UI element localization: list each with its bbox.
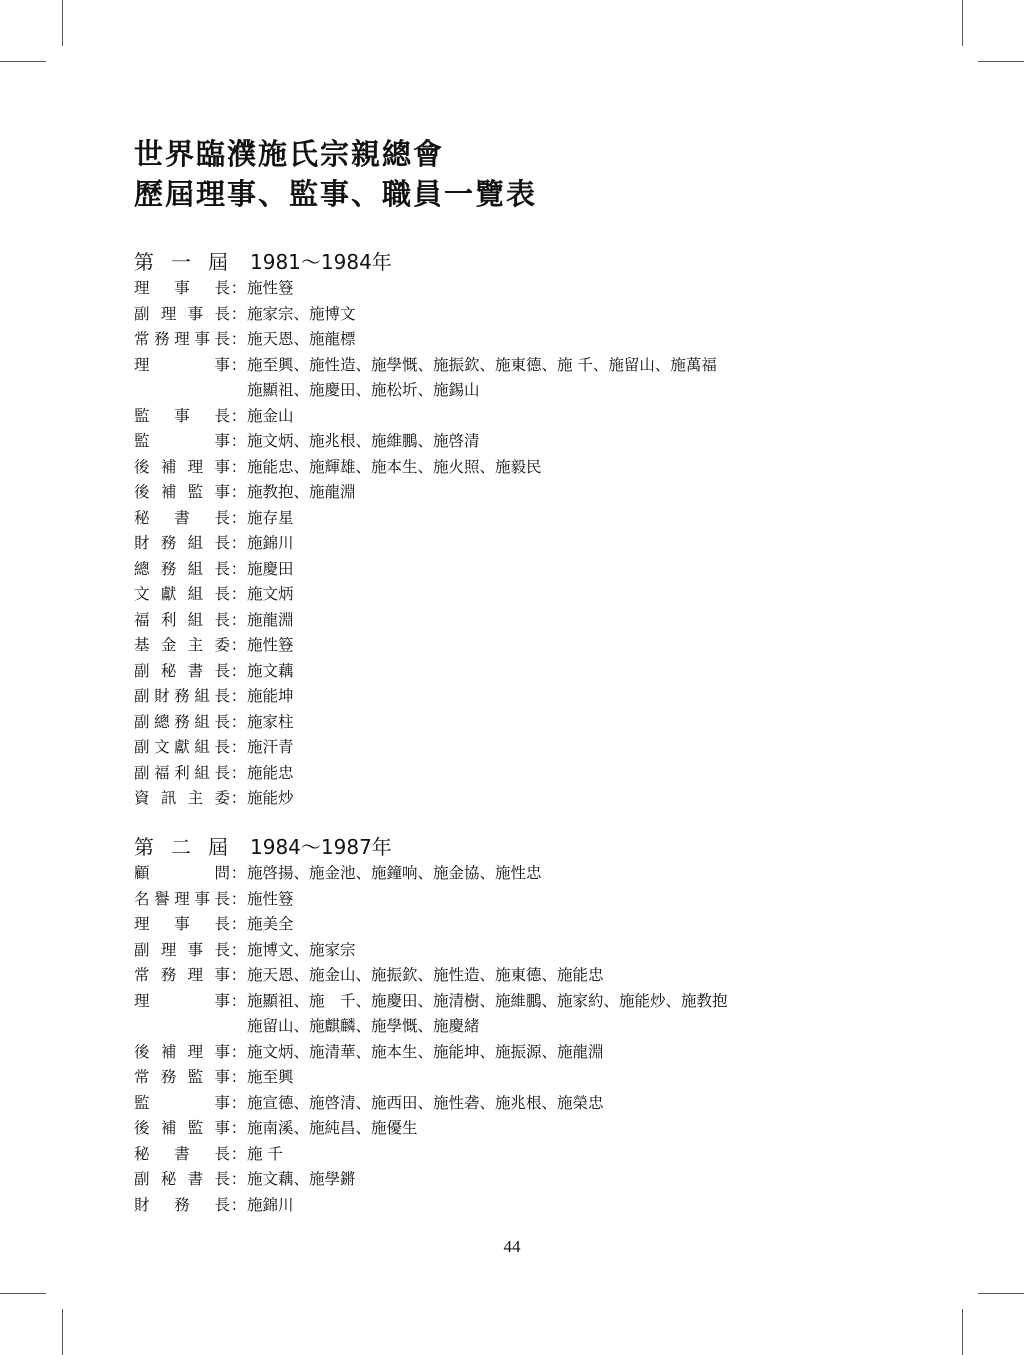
member-names: 施天恩、施金山、施振欽、施性造、施東德、施能忠: [247, 966, 604, 984]
role-char: 事: [214, 1093, 230, 1112]
role-char: 副: [134, 687, 150, 705]
roster-row: [134, 302, 717, 328]
term-header: [134, 833, 728, 861]
member-names: 施龍淵: [247, 610, 294, 629]
roster-row: [134, 608, 717, 634]
member-names: 施存星: [247, 508, 294, 527]
role-char: 長: [214, 889, 230, 908]
member-names: 施文藕: [247, 661, 294, 680]
role-char: 事: [194, 889, 210, 908]
role-char: 事: [214, 483, 230, 501]
roster-row: [134, 735, 717, 761]
role-colon: ：: [230, 712, 247, 731]
role-colon: ：: [230, 304, 247, 323]
roster-row: [134, 531, 717, 557]
role-char: 訊: [160, 789, 177, 807]
role-char: 長: [214, 330, 230, 348]
role-char: 事: [214, 355, 230, 374]
role-char: 長: [214, 585, 230, 603]
member-names: 施顯祖、施慶田、施松圻、施錫山: [247, 381, 480, 399]
role-char: 事: [187, 304, 204, 323]
member-names: 施美全: [247, 915, 294, 933]
member-names: 施慶田: [247, 559, 294, 578]
role-char: 常: [134, 1068, 150, 1086]
role-label: [134, 1167, 230, 1193]
role-label: [134, 455, 230, 481]
role-label: [134, 480, 230, 506]
role-colon: ：: [230, 636, 247, 654]
term-label-char: 第: [134, 250, 154, 274]
role-char: 副: [134, 712, 150, 731]
role-colon: ：: [230, 915, 247, 933]
role-label: [134, 786, 230, 812]
role-char: 書: [187, 661, 204, 680]
role-label: [134, 912, 230, 938]
role-char: 書: [174, 1144, 190, 1163]
role-char: 監: [187, 1068, 204, 1086]
role-label: [134, 1091, 230, 1117]
role-char: 財: [134, 1195, 150, 1214]
role-char: 秘: [160, 1170, 177, 1188]
page-title: [134, 134, 537, 214]
role-char: 獻: [174, 738, 190, 756]
role-colon: ：: [230, 610, 247, 629]
term-label-char: 一: [171, 250, 191, 274]
roster-row: [134, 582, 717, 608]
term-label-char: 屆: [208, 835, 228, 859]
role-colon: ：: [230, 1144, 247, 1163]
term-years: 1981～1984年: [250, 250, 392, 274]
member-names: 施啓揚、施金池、施鐘响、施金協、施性忠: [247, 864, 542, 882]
member-names: 施至興: [247, 1068, 294, 1086]
role-label: [134, 276, 230, 302]
role-colon: ：: [230, 432, 247, 450]
member-names: 施文炳、施兆根、施維鵬、施啓清: [247, 432, 480, 450]
roster-row: [134, 455, 717, 481]
role-char: 長: [214, 508, 230, 527]
term-label: [134, 248, 228, 276]
role-char: 副: [134, 940, 150, 959]
role-char: 理: [160, 940, 177, 959]
role-colon: ：: [230, 406, 247, 425]
member-names: 施文藕、施學鏘: [247, 1170, 356, 1188]
role-char: 長: [214, 712, 230, 731]
role-char: 長: [214, 559, 230, 578]
member-names: 施汗青: [247, 738, 294, 756]
role-char: 長: [214, 406, 230, 425]
role-colon: ：: [230, 279, 247, 297]
role-colon: ：: [230, 991, 247, 1010]
crop-mark-bottom-right-h: [978, 1293, 1024, 1294]
role-label: [134, 404, 230, 430]
role-colon: ：: [230, 1119, 247, 1137]
role-char: 長: [214, 687, 230, 705]
term-years: 1984～1987年: [250, 835, 392, 859]
roster-row: [134, 404, 717, 430]
member-names: 施能忠: [247, 763, 294, 782]
roster-row: [134, 1193, 728, 1219]
member-names: 施天恩、施龍標: [247, 330, 356, 348]
role-char: 事: [174, 915, 190, 933]
role-label: [134, 1116, 230, 1142]
roster-row: [134, 861, 728, 887]
member-names: 施文炳: [247, 585, 294, 603]
role-char: 組: [187, 559, 204, 578]
role-char: 後: [134, 483, 150, 501]
role-char: 委: [214, 636, 230, 654]
role-label: [134, 963, 230, 989]
role-label: [134, 531, 230, 557]
roster-row: [134, 887, 728, 913]
role-char: 顧: [134, 864, 150, 882]
role-char: 組: [187, 534, 204, 552]
role-char: 理: [174, 330, 190, 348]
role-char: 理: [134, 915, 150, 933]
role-char: 文: [154, 738, 170, 756]
role-char: 理: [187, 966, 204, 984]
role-char: 理: [187, 1042, 204, 1061]
role-char: 事: [214, 991, 230, 1010]
role-char: 理: [160, 304, 177, 323]
role-char: 補: [160, 483, 177, 501]
role-colon: ：: [230, 559, 247, 578]
role-char: 主: [187, 789, 204, 807]
role-colon: ：: [230, 864, 247, 882]
crop-mark-bottom-right: [962, 1309, 963, 1355]
role-char: 長: [214, 610, 230, 629]
role-colon: ：: [230, 789, 247, 807]
role-colon: ：: [230, 1195, 247, 1214]
role-char: 監: [187, 1119, 204, 1137]
role-label: [134, 887, 230, 913]
crop-mark-top-left: [62, 0, 63, 46]
role-colon: ：: [230, 355, 247, 374]
role-colon: ：: [230, 738, 247, 756]
role-char: 事: [214, 432, 230, 450]
role-label: [134, 353, 230, 379]
term-header: [134, 248, 717, 276]
roster-row: [134, 1116, 728, 1142]
role-char: 事: [194, 330, 210, 348]
member-names: 施 千: [247, 1144, 283, 1163]
member-names: 施至興、施性造、施學慨、施振欽、施東德、施 千、施留山、施萬福: [247, 355, 717, 374]
role-char: 長: [214, 279, 230, 297]
role-label: [134, 1065, 230, 1091]
role-label: [134, 710, 230, 736]
role-colon: ：: [230, 585, 247, 603]
role-char: 監: [187, 483, 204, 501]
role-char: 利: [160, 610, 177, 629]
role-char: 補: [160, 1119, 177, 1137]
role-char: 理: [134, 991, 150, 1010]
role-char: 組: [194, 763, 210, 782]
roster-row: [134, 761, 717, 787]
roster-row: [134, 1167, 728, 1193]
role-char: 長: [214, 1144, 230, 1163]
role-colon: ：: [230, 534, 247, 552]
role-char: 書: [174, 508, 190, 527]
role-char: 組: [194, 712, 210, 731]
roster-row: [134, 659, 717, 685]
roster-row: [134, 989, 728, 1015]
member-names: 施宣德、施啓清、施西田、施性砻、施兆根、施榮忠: [247, 1093, 604, 1112]
role-char: 組: [187, 585, 204, 603]
role-label: [134, 608, 230, 634]
role-char: 長: [214, 1195, 230, 1214]
role-char: 副: [134, 738, 150, 756]
roster-row: [134, 378, 717, 404]
role-colon-blank: [230, 378, 247, 404]
roster-row: [134, 1014, 728, 1040]
role-label: [134, 302, 230, 328]
roster-row: [134, 633, 717, 659]
role-char: 長: [214, 940, 230, 959]
role-char: 監: [134, 1093, 150, 1112]
role-char: 長: [214, 534, 230, 552]
role-char: 總: [154, 712, 170, 731]
roster-row: [134, 938, 728, 964]
roster-row: [134, 1065, 728, 1091]
role-colon: ：: [230, 940, 247, 959]
role-char: 秘: [134, 508, 150, 527]
role-char: 理: [134, 355, 150, 374]
role-char: 組: [194, 687, 210, 705]
role-char: 長: [214, 738, 230, 756]
title-line-2: 歷屆理事、監事、職員一覽表: [134, 177, 538, 211]
role-label: [134, 989, 230, 1015]
role-colon: ：: [230, 330, 247, 348]
role-char: 務: [160, 559, 177, 578]
crop-mark-top-right: [962, 0, 963, 46]
role-char: 財: [134, 534, 150, 552]
role-label: [134, 761, 230, 787]
role-char: 後: [134, 1042, 150, 1061]
role-char: 事: [214, 1042, 230, 1061]
member-names: 施文炳、施清華、施本生、施能坤、施振源、施龍淵: [247, 1042, 604, 1061]
roster-row: [134, 786, 717, 812]
role-char: 長: [214, 763, 230, 782]
title-line-1: 世界臨濮施氏宗親總會: [134, 137, 445, 171]
role-label: [134, 429, 230, 455]
role-char: 務: [174, 712, 190, 731]
role-char: 基: [134, 636, 150, 654]
role-char: 監: [134, 406, 150, 425]
role-char: 長: [214, 304, 230, 323]
role-label: [134, 659, 230, 685]
role-char: 秘: [134, 1144, 150, 1163]
role-char: 事: [214, 1119, 230, 1137]
role-char: 務: [174, 687, 190, 705]
role-char: 資: [134, 789, 150, 807]
role-label: [134, 506, 230, 532]
term-section-2: [134, 833, 728, 1218]
role-char: 補: [160, 1042, 177, 1061]
roster-row: [134, 353, 717, 379]
role-char: 補: [160, 457, 177, 476]
role-char: 後: [134, 457, 150, 476]
member-names: 施性簦: [247, 636, 294, 654]
member-names: 施顯祖、施 千、施慶田、施清樹、施維鵬、施家約、施能炒、施教抱: [247, 991, 728, 1010]
role-char: 副: [134, 1170, 150, 1188]
role-char: 財: [154, 687, 170, 705]
role-char: 事: [174, 279, 190, 297]
roster-row: [134, 912, 728, 938]
role-char: 務: [160, 966, 177, 984]
role-char: 副: [134, 661, 150, 680]
role-colon: ：: [230, 763, 247, 782]
role-char: 名: [134, 889, 150, 908]
member-names: 施教抱、施龍淵: [247, 483, 356, 501]
role-colon: ：: [230, 1093, 247, 1112]
role-label: [134, 735, 230, 761]
role-char: 副: [134, 763, 150, 782]
roster-row: [134, 1142, 728, 1168]
role-char: 長: [214, 915, 230, 933]
term-label: [134, 833, 228, 861]
role-char: 主: [187, 636, 204, 654]
role-char: 長: [214, 1170, 230, 1188]
role-label: [134, 1040, 230, 1066]
role-char: 長: [214, 661, 230, 680]
member-names: 施能坤: [247, 687, 294, 705]
member-names: 施家柱: [247, 712, 294, 731]
role-colon-blank: [230, 1014, 247, 1040]
role-label: [134, 684, 230, 710]
role-char: 秘: [160, 661, 177, 680]
role-char: 理: [174, 889, 190, 908]
role-char: 理: [187, 457, 204, 476]
role-char: 副: [134, 304, 150, 323]
member-names: 施性簦: [247, 889, 294, 908]
role-label-blank: [134, 1014, 230, 1040]
term-label-char: 二: [171, 835, 191, 859]
member-names: 施錦川: [247, 534, 294, 552]
role-colon: ：: [230, 1068, 247, 1086]
role-label: [134, 861, 230, 887]
member-names: 施錦川: [247, 1195, 294, 1214]
role-char: 利: [174, 763, 190, 782]
term-label-char: 第: [134, 835, 154, 859]
roster-row: [134, 710, 717, 736]
role-char: 譽: [154, 889, 170, 908]
member-names: 施南溪、施純昌、施優生: [247, 1119, 418, 1137]
role-label: [134, 327, 230, 353]
role-char: 務: [154, 330, 170, 348]
roster-row: [134, 276, 717, 302]
crop-mark-top-left-h: [0, 61, 46, 62]
role-char: 福: [154, 763, 170, 782]
role-char: 委: [214, 789, 230, 807]
role-label: [134, 1193, 230, 1219]
role-char: 組: [187, 610, 204, 629]
role-colon: ：: [230, 889, 247, 908]
term-section-1: [134, 248, 717, 812]
role-char: 事: [214, 457, 230, 476]
roster-row: [134, 429, 717, 455]
role-label: [134, 557, 230, 583]
role-char: 事: [214, 966, 230, 984]
role-char: 事: [187, 940, 204, 959]
roster-row: [134, 557, 717, 583]
member-names: 施性簦: [247, 279, 294, 297]
role-char: 務: [160, 534, 177, 552]
roster-row: [134, 1040, 728, 1066]
role-char: 常: [134, 966, 150, 984]
role-char: 務: [174, 1195, 190, 1214]
member-names: 施家宗、施博文: [247, 304, 356, 323]
roster-row: [134, 327, 717, 353]
member-names: 施能炒: [247, 789, 294, 807]
role-char: 金: [160, 636, 177, 654]
role-char: 書: [187, 1170, 204, 1188]
role-char: 理: [134, 279, 150, 297]
role-label: [134, 938, 230, 964]
role-char: 事: [174, 406, 190, 425]
role-char: 務: [160, 1068, 177, 1086]
role-label-blank: [134, 378, 230, 404]
member-names: 施金山: [247, 406, 294, 425]
role-char: 組: [194, 738, 210, 756]
member-names: 施留山、施麒麟、施學慨、施慶緒: [247, 1017, 480, 1035]
term-label-char: 屆: [208, 250, 228, 274]
roster-row: [134, 963, 728, 989]
role-char: 問: [214, 864, 230, 882]
role-char: 後: [134, 1119, 150, 1137]
roster-row: [134, 480, 717, 506]
member-names: 施能忠、施輝雄、施本生、施火照、施毅民: [247, 457, 542, 476]
role-char: 常: [134, 330, 150, 348]
role-colon: ：: [230, 687, 247, 705]
role-colon: ：: [230, 966, 247, 984]
crop-mark-top-right-h: [978, 61, 1024, 62]
role-char: 獻: [160, 585, 177, 603]
role-char: 福: [134, 610, 150, 629]
role-colon: ：: [230, 483, 247, 501]
crop-mark-bottom-left: [62, 1309, 63, 1355]
role-colon: ：: [230, 508, 247, 527]
member-names: 施博文、施家宗: [247, 940, 356, 959]
role-label: [134, 1142, 230, 1168]
roster-row: [134, 684, 717, 710]
role-colon: ：: [230, 1042, 247, 1061]
page-number: 44: [503, 1237, 521, 1256]
role-colon: ：: [230, 1170, 247, 1188]
roster-row: [134, 1091, 728, 1117]
role-label: [134, 582, 230, 608]
crop-mark-bottom-left-h: [0, 1293, 46, 1294]
role-label: [134, 633, 230, 659]
role-char: 文: [134, 585, 150, 603]
role-char: 監: [134, 432, 150, 450]
role-char: 事: [214, 1068, 230, 1086]
role-colon: ：: [230, 457, 247, 476]
role-colon: ：: [230, 661, 247, 680]
roster-row: [134, 506, 717, 532]
role-char: 總: [134, 559, 150, 578]
